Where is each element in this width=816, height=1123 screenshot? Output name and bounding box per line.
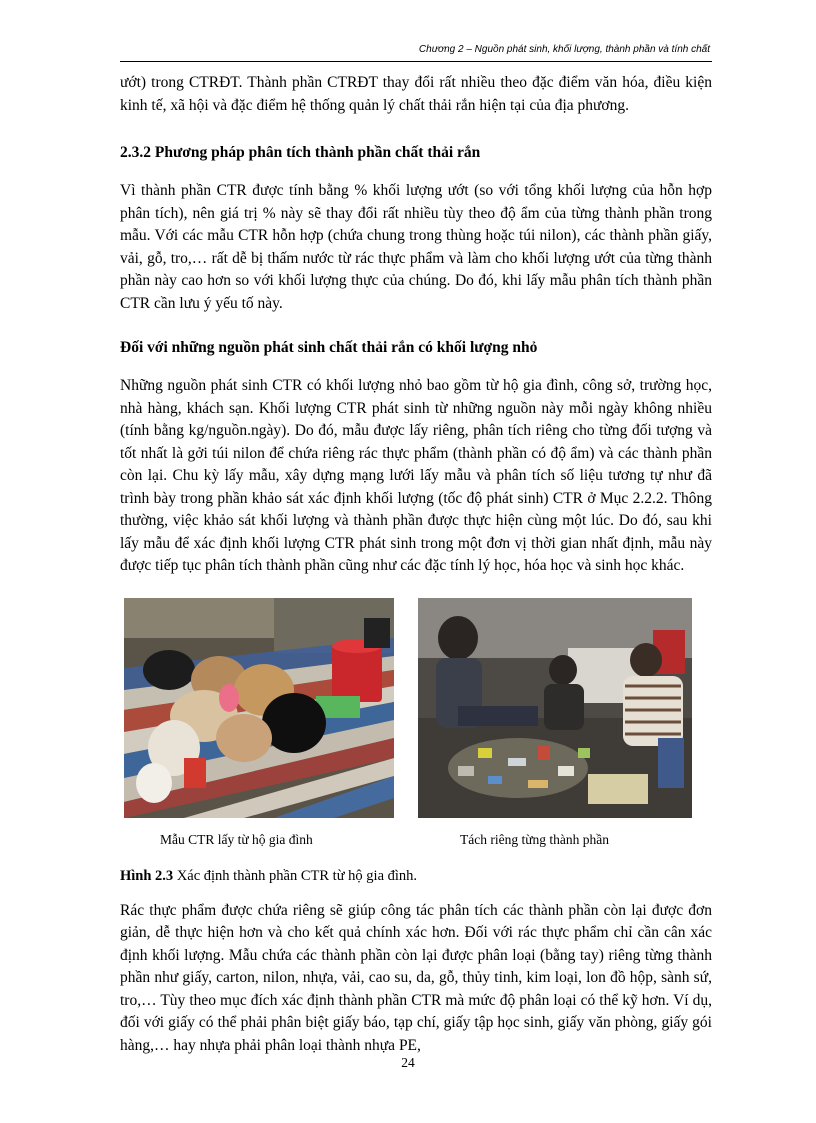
section-paragraph: Vì thành phần CTR được tính bằng % khối lượng ướt (so với tổng khối lượng của hỗn hợp phân tích), nên giá trị % này sẽ thay đổi rất nhiều tùy theo độ ẩm của từng thành phần trong mẫu. Với các mẫu CTR hỗn hợp (chứa chung trong thùng hoặc túi nilon), các thành phần giấy, vải, gỗ, tro,… rất dễ bị thấm nước từ rác thực phẩm và làm cho khối lượng ướt của từng thành phần này cao hơn so với khối lượng thực của chúng. Do đó, khi lấy mẫu phân tích thành phần CTR cần lưu ý yếu tố này. <box>120 182 712 312</box>
figure-label: Hình 2.3 <box>120 867 174 884</box>
photo-separating-components <box>418 598 692 818</box>
photo-captions <box>120 832 712 854</box>
figure-caption-text: Xác định thành phần CTR từ hộ gia đình. <box>173 867 418 884</box>
figure-photos <box>120 598 712 820</box>
page-number: 24 <box>401 1055 415 1070</box>
section-heading: 2.3.2 Phương pháp phân tích thành phần chất thải rắn <box>120 144 481 161</box>
figure-caption <box>120 866 712 886</box>
paragraph-final: Rác thực phẩm được chứa riêng sẽ giúp công tác phân tích các thành phần còn lại được đơn giản, dễ thực hiện hơn và cho kết quả chính xác hơn. Đối với rác thực phẩm chỉ cần cân xác định khối lượng. Mẫu chứa các thành phần còn lại được phân loại (bằng tay) riêng từng thành phần như giấy, carton, nilon, nhựa, vải, cao su, da, gỗ, thủy tinh, kim loại, lon đồ hộp, sành sứ, tro,… Tùy theo mục đích xác định thành phần CTR mà mức độ phân loại có thể kỹ hơn. Ví dụ, đối với giấy có thể phải phân biệt giấy báo, tạp chí, giấy tập học sinh, giấy văn phòng, giấy gói hàng,… hay nhựa phải phân loại thành nhựa PE, <box>120 901 712 1054</box>
photo-right-caption: Tách riêng từng thành phần <box>460 831 610 847</box>
subsection-paragraph: Những nguồn phát sinh CTR có khối lượng nhỏ bao gồm từ hộ gia đình, công sở, trường học, nhà hàng, khách sạn. Khối lượng CTR phát sinh từ những nguồn này mỗi ngày không nhiều (tính bằng kg/nguồn.ngày). Do đó, mẫu được lấy riêng, phân tích riêng cho từng đối tượng và tốt nhất là gởi túi nilon để chứa riêng rác thực phẩm (thành phần có độ ẩm) và các thành phần còn lại. Chu kỳ lấy mẫu, xây dựng mạng lưới lấy mẫu và phân tích số liệu tương tự như đã trình bày trong phần khảo sát xác định khối lượng (tốc độ phát sinh) CTR ở Mục 2.2.2. Thông thường, việc khảo sát khối lượng và thành phần được thực hiện cùng một lúc. Do đó, sau khi lấy mẫu để xác định khối lượng CTR phát sinh trong một đơn vị thời gian nhất định, mẫu này được tiếp tục phân tích thành phần cũng như các đặc tính lý học, hóa học và sinh học khác. <box>120 377 712 574</box>
photo-household-waste-samples <box>124 598 394 818</box>
header-rule <box>120 61 712 62</box>
photo-left-caption: Mẫu CTR lấy từ hộ gia đình <box>160 831 313 847</box>
subsection-heading: Đối với những nguồn phát sinh chất thải rắn có khối lượng nhỏ <box>120 339 538 356</box>
page-body <box>120 72 712 1057</box>
running-header: Chương 2 – Nguồn phát sinh, khối lượng, thành phần và tính chất <box>418 44 710 55</box>
paragraph-continuation: ướt) trong CTRĐT. Thành phần CTRĐT thay đổi rất nhiều theo đặc điểm văn hóa, điều kiện kinh tế, xã hội và đặc điểm hệ thống quản lý chất thải rắn hiện tại của địa phương. <box>120 74 712 114</box>
